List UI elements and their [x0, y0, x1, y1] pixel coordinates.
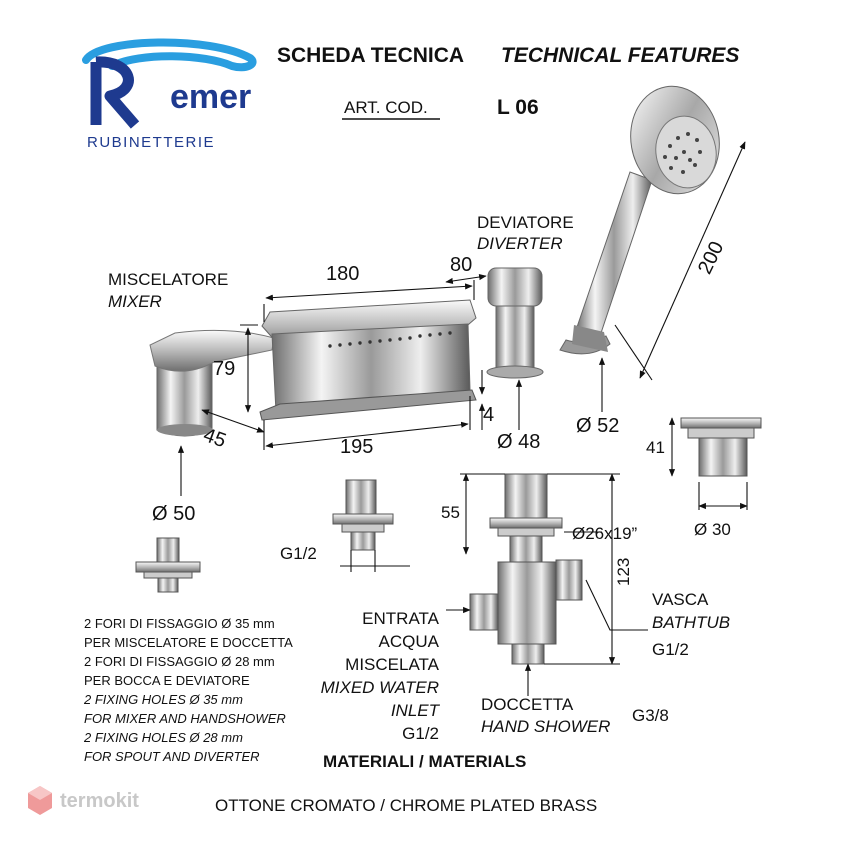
- bathtub-label: BATHTUB: [652, 613, 731, 632]
- dim-79: 79: [213, 358, 236, 380]
- spout-tail-drawing: [333, 480, 393, 550]
- entrata-en-line-1: MIXED WATER: [320, 678, 439, 697]
- dim-d48: Ø 48: [497, 431, 541, 453]
- note-line: 2 FIXING HOLES Ø 28 mm: [84, 730, 243, 745]
- dim-180: 180: [326, 263, 360, 285]
- vasca-label: VASCA: [652, 590, 709, 609]
- dim-195: 195: [340, 436, 374, 458]
- dim-45: 45: [200, 424, 229, 453]
- diverter-label: DIVERTER: [477, 234, 563, 253]
- doccetta-label: DOCCETTA: [481, 695, 574, 714]
- mixer-tail-drawing: [136, 538, 200, 592]
- technical-title: TECHNICAL FEATURES: [501, 44, 740, 67]
- entrata-en-line-2: INLET: [390, 701, 439, 720]
- note-line: PER MISCELATORE E DOCCETTA: [84, 635, 293, 650]
- valve-body-drawing: [470, 474, 582, 664]
- note-line: 2 FORI DI FISSAGGIO Ø 28 mm: [84, 654, 275, 669]
- materials-title: MATERIALI / MATERIALS: [323, 752, 527, 771]
- dim-d30: Ø 30: [694, 520, 731, 539]
- mixer-drawing: [150, 330, 274, 436]
- note-line: 2 FIXING HOLES Ø 35 mm: [84, 692, 243, 707]
- doccetta-thread: G3/8: [632, 706, 669, 725]
- entrata-line-2: ACQUA: [378, 632, 439, 651]
- hand-shower-label: HAND SHOWER: [481, 717, 611, 736]
- dim-80: 80: [450, 254, 473, 276]
- dim-55: 55: [441, 503, 460, 522]
- vasca-thread: G1/2: [652, 640, 689, 659]
- logo-subtitle: RUBINETTERIE: [87, 134, 216, 151]
- dim-d50: Ø 50: [152, 503, 196, 525]
- note-line: FOR MIXER AND HANDSHOWER: [84, 711, 286, 726]
- dim-d52: Ø 52: [576, 415, 620, 437]
- scheda-title: SCHEDA TECNICA: [277, 44, 465, 67]
- logo-wordmark: emer: [170, 78, 252, 116]
- watermark-text: termokit: [60, 790, 139, 812]
- dim-123: 123: [614, 557, 633, 586]
- materials-value: OTTONE CROMATO / CHROME PLATED BRASS: [215, 796, 598, 815]
- art-code: L 06: [497, 96, 539, 119]
- note-line: 2 FORI DI FISSAGGIO Ø 35 mm: [84, 616, 275, 631]
- deviatore-label: DEVIATORE: [477, 213, 574, 232]
- note-line: PER BOCCA E DEVIATORE: [84, 673, 250, 688]
- spout-drawing: [260, 300, 476, 420]
- entrata-thread: G1/2: [402, 724, 439, 743]
- miscelatore-label: MISCELATORE: [108, 270, 229, 289]
- diverter-cartridge-drawing: [681, 418, 761, 476]
- fixing-notes: [84, 614, 293, 766]
- mixer-label: MIXER: [108, 292, 162, 311]
- dim-4: 4: [483, 404, 495, 426]
- dim-g12-middle: G1/2: [280, 544, 317, 563]
- entrata-line-1: ENTRATA: [362, 609, 439, 628]
- entrata-block: [321, 607, 439, 745]
- dim-41: 41: [646, 438, 665, 457]
- dim-d26: Ø26x19”: [572, 524, 638, 543]
- handshower-drawing: [560, 79, 728, 354]
- entrata-line-3: MISCELATA: [345, 655, 439, 674]
- note-line: FOR SPOUT AND DIVERTER: [84, 749, 260, 764]
- dim-200: 200: [694, 238, 729, 278]
- watermark-icon: [28, 786, 52, 815]
- art-cod-label: ART. COD.: [344, 98, 428, 117]
- diverter-drawing: [487, 268, 543, 378]
